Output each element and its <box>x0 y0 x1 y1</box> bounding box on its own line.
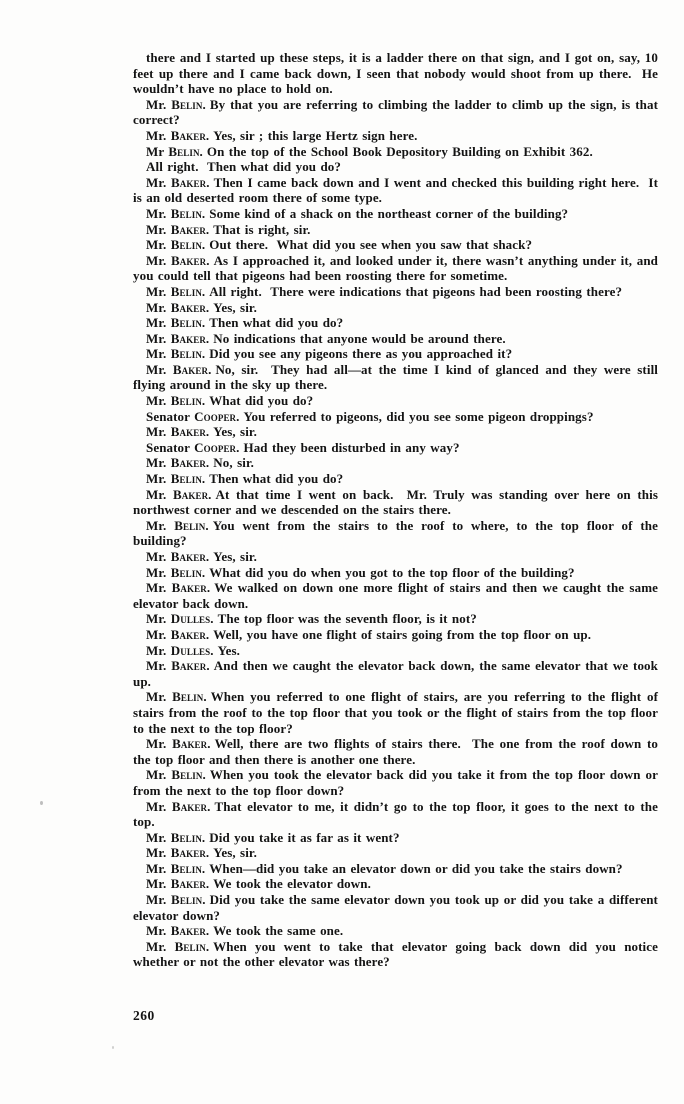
speaker-prefix: Mr. <box>146 283 171 299</box>
scan-speck <box>40 801 43 805</box>
speaker-prefix: Mr. <box>146 346 171 362</box>
speech-text: Did you take the same elevator down you took up or did you take a different elevator down? <box>133 892 663 923</box>
transcript-paragraph <box>133 237 658 253</box>
speech-text: Then I came back down and I went and checked this building right here. It is an old deserted room there of some type. <box>133 174 663 206</box>
transcript-paragraph <box>133 206 658 222</box>
speaker-prefix: Senator <box>146 408 195 424</box>
speaker-name: Belin. <box>171 892 206 908</box>
speech-text: When you referred to one flight of stairs, are you referring to the flight of stairs from the roof to the top floor that you took or the flight of stairs from the top floor to the next to the top floor? <box>133 689 663 736</box>
transcript-paragraph <box>133 938 663 970</box>
speaker-name: Baker. <box>171 580 211 596</box>
speaker-name: Baker. <box>170 876 210 892</box>
speaker-prefix: Mr. <box>146 767 172 783</box>
speaker-prefix: Mr. <box>146 923 171 939</box>
transcript-paragraph <box>133 549 658 565</box>
speaker-name: Belin. <box>170 471 206 487</box>
speaker-name: Cooper. <box>194 439 240 455</box>
speaker-name: Belin. <box>170 393 206 409</box>
speech-text: At that time I went on back. Mr. Truly was standing over here on this northwest corner and we descended on the stairs there. <box>133 486 663 518</box>
speaker-name: Baker. <box>170 455 210 471</box>
speaker-name: Belin. <box>171 96 206 112</box>
speaker-name: Belin. <box>174 517 209 533</box>
speaker-name: Baker. <box>170 424 210 440</box>
transcript-paragraph <box>133 643 658 659</box>
transcript-paragraph <box>133 300 658 316</box>
speaker-prefix: Mr. <box>146 845 171 861</box>
speaker-prefix: Mr. <box>146 252 172 268</box>
speech-text: Well, there are two flights of stairs there. The one from the roof down to the top floor and then there is another one there. <box>133 736 663 767</box>
transcript-paragraph <box>133 611 658 627</box>
speech-text: Out there. What did you see when you saw that shack? <box>209 237 533 253</box>
speech-text: When you went to take that elevator going back down did you notice whether or not the other elevator was there? <box>133 938 663 970</box>
speaker-name: Baker. <box>170 330 210 346</box>
speaker-prefix: Mr. <box>146 892 172 908</box>
transcript-paragraph <box>133 923 658 939</box>
speaker-name: Baker. <box>172 736 211 752</box>
speech-text: You went from the stairs to the roof to where, to the top floor of the building? <box>133 517 663 549</box>
speech-text: We took the elevator down. <box>213 876 371 892</box>
speech-text: Yes, sir. <box>213 845 257 861</box>
speaker-prefix: Mr. <box>146 237 171 253</box>
transcript-paragraph <box>133 565 658 581</box>
speech-text: Did you see any pigeons there as you approached it? <box>209 346 513 362</box>
speaker-prefix: Mr. <box>146 549 171 564</box>
speaker-name: Baker. <box>171 658 210 674</box>
transcript-paragraph <box>133 346 658 362</box>
speaker-prefix: Mr. <box>146 486 173 502</box>
speaker-prefix: Mr. <box>146 315 171 331</box>
speaker-name: Belin. <box>168 143 203 159</box>
speech-text: Yes, sir. <box>213 549 257 564</box>
speech-text: As I approached it, and looked under it, there wasn’t anything under it, and you could tell that pigeons had been roosting there for sometime. <box>133 252 663 284</box>
speaker-name: Baker. <box>171 798 211 814</box>
speaker-prefix: Mr. <box>146 299 171 315</box>
speech-text: That is right, sir. <box>213 221 311 237</box>
transcript-text <box>133 50 663 970</box>
speech-text: And then we caught the elevator back down, the same elevator that we took up. <box>133 658 663 689</box>
transcript-paragraph <box>133 892 663 923</box>
transcript-paragraph <box>133 440 658 456</box>
transcript-paragraph <box>133 861 658 877</box>
speaker-name: Baker. <box>170 299 210 315</box>
speaker-prefix: Mr. <box>146 361 173 377</box>
speech-text: there and I started up these steps, it is a ladder there on that sign, and I got on, say, 10 feet up there and I came back down, I seen that nobody would shoot from up there. He wouldn’t have no place to hold on. <box>133 50 663 97</box>
transcript-paragraph <box>133 455 658 471</box>
transcript-paragraph <box>133 689 663 736</box>
speaker-name: Belin. <box>170 564 206 580</box>
transcript-paragraph <box>133 174 663 206</box>
speaker-name: Baker. <box>170 221 210 237</box>
speaker-name: Dulles. <box>170 611 214 627</box>
transcript-paragraph <box>133 798 663 830</box>
speech-text: Had they been disturbed in any way? <box>243 439 460 455</box>
speech-text: What did you do? <box>209 393 314 409</box>
transcript-paragraph <box>133 767 663 798</box>
speaker-name: Baker. <box>171 252 210 268</box>
scan-speck <box>112 1046 114 1049</box>
speaker-prefix: Mr. <box>146 860 171 876</box>
speaker-prefix: Mr. <box>146 876 171 892</box>
speaker-prefix: Senator <box>146 439 195 455</box>
speaker-name: Baker. <box>171 174 210 190</box>
speaker-prefix: Mr <box>146 143 169 159</box>
speaker-prefix: Mr. <box>146 96 172 112</box>
speaker-prefix: Mr. <box>146 689 173 705</box>
speech-text: What did you do when you got to the top floor of the building? <box>209 564 575 580</box>
speaker-name: Belin. <box>170 205 206 221</box>
speaker-name: Belin. <box>170 860 206 876</box>
speech-text: No, sir. They had all—at the time I kind of glanced and they were still flying around in the sky up there. <box>133 361 663 393</box>
speaker-prefix: Mr. <box>146 205 171 221</box>
transcript-paragraph <box>133 393 658 409</box>
speaker-prefix: Mr. <box>146 564 171 580</box>
speaker-name: Belin. <box>170 315 206 331</box>
speaker-name: Baker. <box>170 845 210 861</box>
transcript-paragraph <box>133 96 663 128</box>
speaker-name: Belin. <box>172 689 207 705</box>
speech-text: By that you are referring to climbing the ladder to climb up the sign, is that correct? <box>133 96 663 128</box>
speech-text: Some kind of a shack on the northeast corner of the building? <box>209 205 569 221</box>
speaker-name: Belin. <box>170 283 206 299</box>
transcript-paragraph <box>133 580 663 611</box>
speech-text: All right. Then what did you do? <box>146 159 341 175</box>
transcript-paragraph <box>133 144 658 160</box>
speaker-name: Belin. <box>170 346 206 362</box>
transcript-paragraph <box>133 876 658 892</box>
speech-text: The top floor was the seventh floor, is it not? <box>217 611 477 627</box>
transcript-paragraph <box>133 409 658 425</box>
speaker-name: Cooper. <box>194 408 240 424</box>
speaker-prefix: Mr. <box>146 626 171 642</box>
speaker-prefix: Mr. <box>146 580 172 596</box>
speech-text: Then what did you do? <box>209 471 344 487</box>
speech-text: When—did you take an elevator down or did you take the stairs down? <box>209 860 623 876</box>
speaker-prefix: Mr. <box>146 424 171 440</box>
transcript-paragraph <box>133 486 663 518</box>
speaker-prefix: Mr. <box>146 174 172 190</box>
speech-text: No, sir. <box>213 455 254 471</box>
speech-text: Yes, sir. <box>213 299 257 315</box>
transcript-paragraph <box>133 252 663 284</box>
speaker-prefix: Mr. <box>146 642 171 658</box>
speaker-name: Belin. <box>171 767 206 783</box>
speech-text: Then what did you do? <box>209 315 344 331</box>
speaker-name: Belin. <box>170 237 206 253</box>
speaker-name: Baker. <box>170 127 210 143</box>
transcript-paragraph <box>133 159 658 175</box>
speech-text: When you took the elevator back did you take it from the top floor down or from the next to the top floor down? <box>133 767 663 798</box>
transcript-paragraph <box>133 658 663 689</box>
transcript-paragraph <box>133 845 658 861</box>
speaker-prefix: Mr. <box>146 393 171 409</box>
speaker-name: Baker. <box>173 486 212 502</box>
speech-text: On the top of the School Book Depository Building on Exhibit 362. <box>206 143 593 159</box>
speech-text: Yes. <box>217 642 241 658</box>
speaker-name: Baker. <box>172 361 212 377</box>
speaker-name: Baker. <box>170 626 210 642</box>
speaker-name: Baker. <box>170 923 210 939</box>
speaker-prefix: Mr. <box>146 455 171 471</box>
speech-text: No indications that anyone would be around there. <box>213 330 506 346</box>
speaker-prefix: Mr. <box>146 736 173 752</box>
transcript-paragraph <box>133 424 658 440</box>
transcript-paragraph <box>133 471 658 487</box>
speaker-prefix: Mr. <box>146 829 171 845</box>
speech-text: Well, you have one flight of stairs going from the top floor on up. <box>213 626 592 642</box>
transcript-paragraph <box>133 361 663 393</box>
speaker-name: Baker. <box>170 549 210 564</box>
speaker-prefix: Mr. <box>146 471 171 487</box>
speaker-prefix: Mr. <box>146 658 172 674</box>
speaker-prefix: Mr. <box>146 798 172 814</box>
transcript-paragraph <box>133 50 663 97</box>
speaker-name: Belin. <box>174 938 210 954</box>
speaker-name: Belin. <box>170 829 206 845</box>
transcript-paragraph <box>133 331 658 347</box>
transcript-paragraph <box>133 284 658 300</box>
transcript-paragraph <box>133 222 658 238</box>
speaker-prefix: Mr. <box>146 221 171 237</box>
transcript-paragraph <box>133 627 658 643</box>
speech-text: That elevator to me, it didn’t go to the top floor, it goes to the next to the top. <box>133 798 663 830</box>
speech-text: Yes, sir. <box>213 424 257 440</box>
speaker-prefix: Mr. <box>146 938 175 954</box>
speech-text: Did you take it as far as it went? <box>209 829 400 845</box>
speaker-prefix: Mr. <box>146 127 171 143</box>
transcript-paragraph <box>133 315 658 331</box>
speech-text: All right. There were indications that pigeons had been roosting there? <box>209 283 623 299</box>
speaker-name: Dulles. <box>170 642 214 658</box>
speaker-prefix: Mr. <box>146 330 171 346</box>
transcript-paragraph <box>133 517 663 549</box>
speech-text: You referred to pigeons, did you see some pigeon droppings? <box>243 408 594 424</box>
speech-text: Yes, sir ; this large Hertz sign here. <box>213 127 418 143</box>
transcript-paragraph <box>133 830 658 846</box>
transcript-paragraph <box>133 736 663 767</box>
speaker-prefix: Mr. <box>146 517 175 533</box>
speech-text: We walked on down one more flight of stairs and then we caught the same elevator back down. <box>133 580 663 611</box>
transcript-paragraph <box>133 128 658 144</box>
speaker-prefix: Mr. <box>146 611 171 627</box>
speech-text: We took the same one. <box>213 923 344 939</box>
page-number: 260 <box>133 1008 155 1023</box>
